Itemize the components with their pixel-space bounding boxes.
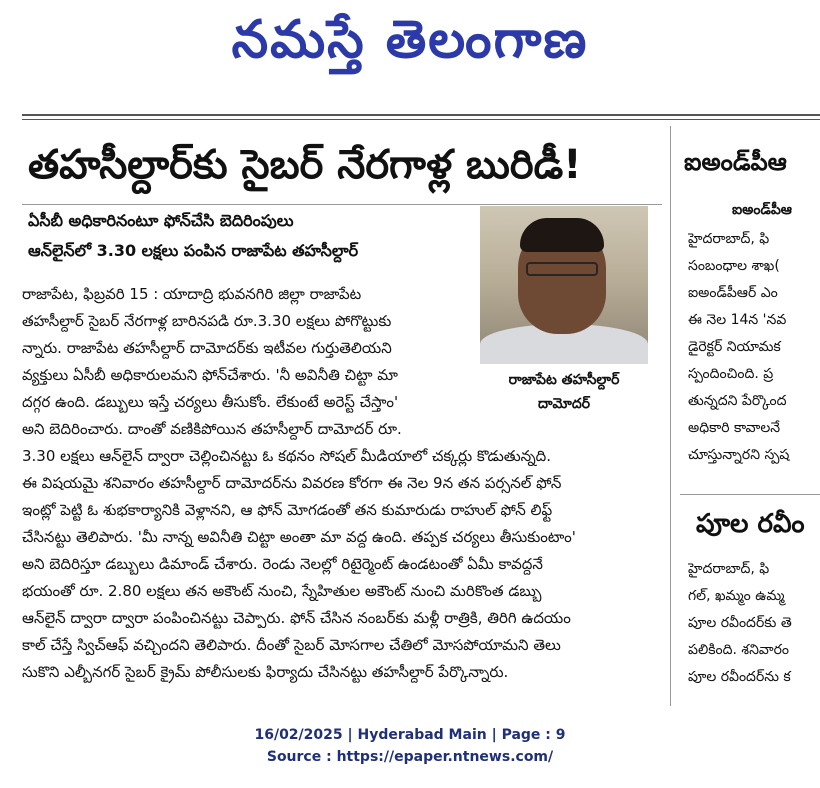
side-body-line: తున్నదని పేర్కొంద	[688, 393, 787, 409]
photo-hair	[520, 218, 604, 252]
body-line: అని బెదిరించారు. దాంతో వణికిపోయిన తహసీల్దార్ దామోదర్ రూ.	[22, 420, 402, 438]
side-article-headline-2: పూల రవీం	[696, 509, 805, 539]
body-line: 3.30 లక్షలు ఆన్‌లైన్ ద్వారా చెల్లించినట్టు ఓ కథనం సోషల్ మీడియాలో చక్కర్లు కొడుతున్నది.	[22, 447, 552, 465]
side-article-subhead: ఐఅండ్‌పీఆ	[732, 202, 792, 218]
newspaper-masthead: నమస్తే తెలంగాణ	[231, 10, 589, 70]
body-line: తహసీల్దార్ సైబర్ నేరగాళ్ల బారినపడి రూ.3.30 లక్షలు పోగొట్టుకు	[22, 312, 392, 330]
side-body-line: డైరెక్టర్ నియామక	[688, 339, 781, 355]
article-subhead: ఏసీబీ అధికారినంటూ ఫోన్‌చేసి బెదిరింపులు	[28, 211, 294, 230]
article-headline: తహసీల్దార్‌కు సైబర్ నేరగాళ్ల బురిడీ!	[28, 142, 582, 188]
column-divider	[670, 126, 671, 706]
side-body-line: స్పందించింది. ప్ర	[688, 366, 774, 382]
side-body-line: ఐఅండ్‌పీఆర్ ఎం	[688, 285, 778, 301]
body-line: ఇంట్లో పెట్టి ఓ శుభకార్యానికి వెళ్లానని, ఆ ఫోన్ మోగడంతో తన కుమారుడు రాహుల్ ఫోన్ లిఫ్ట్	[22, 501, 553, 519]
caption-line: రాజాపేట తహసీల్దార్	[508, 372, 620, 388]
masthead-rule	[22, 114, 820, 116]
body-line: ఆన్‌లైన్ ద్వారా ద్వారా పంపించినట్టు చెప్పారు. ఫోన్ చేసిన నంబర్‌కు మళ్లీ రాత్రికి, తిరిగి ఉదయం	[22, 609, 571, 627]
side-body-line: హైదరాబాద్, ఫి	[688, 231, 770, 247]
body-line: దగ్గర ఉంది. డబ్బులు ఇస్తే చర్యలు తీసుకోం. లేకుంటే అరెస్ట్ చేస్తాం'	[22, 393, 399, 411]
photo-caption	[480, 368, 648, 416]
side-body-line: గల్, ఖమ్మం ఉమ్మ	[688, 588, 785, 604]
side-body-line: పూల రవీందర్‌ను క	[688, 669, 791, 685]
photo-glasses	[526, 262, 598, 276]
body-line: అని బెదిరిస్తూ డబ్బులు డిమాండ్ చేశారు. రెండు నెలల్లో రిటైర్మెంట్ ఉండటంతో ఏమీ కావద్దనే	[22, 555, 543, 573]
tahsildar-photo	[480, 206, 648, 364]
body-line: న్నారు. రాజాపేట తహసీల్దార్ దామోదర్‌కు ఇటీవల గుర్తుతెలియని	[22, 339, 392, 357]
headline-divider	[22, 204, 662, 205]
side-body-line: ఈ నెల 14న 'నవ	[688, 312, 787, 328]
body-line: ఈ విషయమై శనివారం తహసీల్దార్ దామోదర్‌ను వివరణ కోరగా ఈ నెల 9న తన పర్సనల్ ఫోన్	[22, 474, 562, 492]
side-body-line: హైదరాబాద్, ఫి	[688, 561, 770, 577]
side-body-line: పలికింది. శనివారం	[688, 642, 790, 658]
caption-line: దామోదర్	[537, 396, 591, 412]
edition-info: 16/02/2025 | Hyderabad Main | Page : 9	[254, 727, 566, 743]
side-body-line: పూల రవీందర్‌కు తె	[688, 615, 792, 631]
side-article-divider	[680, 494, 820, 495]
body-line: వ్యక్తులు ఏసీబీ అధికారులమని ఫోన్‌చేశారు. 'నీ అవినీతి చిట్టా మా	[22, 366, 398, 384]
source-url[interactable]: Source : https://epaper.ntnews.com/	[266, 749, 554, 765]
side-body-line: అధికారి కావాలనే	[688, 420, 781, 436]
body-line: సుకొని ఎల్బీనగర్ సైబర్ క్రైమ్ పోలీసులకు ఫిర్యాదు చేసినట్టు తహసీల్దార్ పేర్కొన్నారు.	[22, 663, 509, 681]
side-article-headline: ఐఅండ్‌పీఆ	[684, 148, 787, 176]
masthead-rule-thin	[22, 119, 820, 120]
article-subhead: ఆన్‌లైన్‌లో 3.30 లక్షలు పంపిన రాజాపేట తహసీల్దార్	[28, 241, 359, 260]
body-line: భయంతో రూ. 2.80 లక్షలు తన అకౌంట్ నుంచి, స్నేహితుల అకౌంట్ నుంచి మరికొంత డబ్బు	[22, 582, 542, 600]
side-body-line: చూస్తున్నారని స్పష	[688, 447, 790, 463]
body-line: చేసినట్టు తెలిపారు. 'మీ నాన్న అవినీతి చిట్టా అంతా మా వద్ద ఉంది. తప్పక చర్యలు తీసుకుంటాం'	[22, 528, 576, 546]
side-body-line: సంబంధాల శాఖ(	[688, 258, 780, 274]
body-line: రాజాపేట, ఫిబ్రవరి 15 : యాదాద్రి భువనగిరి జిల్లా రాజాపేట	[22, 285, 362, 303]
body-line: కాల్ చేస్తే స్విచ్‌ఆఫ్ వచ్చిందని తెలిపారు. దీంతో సైబర్ మోసగాల చేతిలో మోసపోయామని తెలు	[22, 636, 561, 654]
